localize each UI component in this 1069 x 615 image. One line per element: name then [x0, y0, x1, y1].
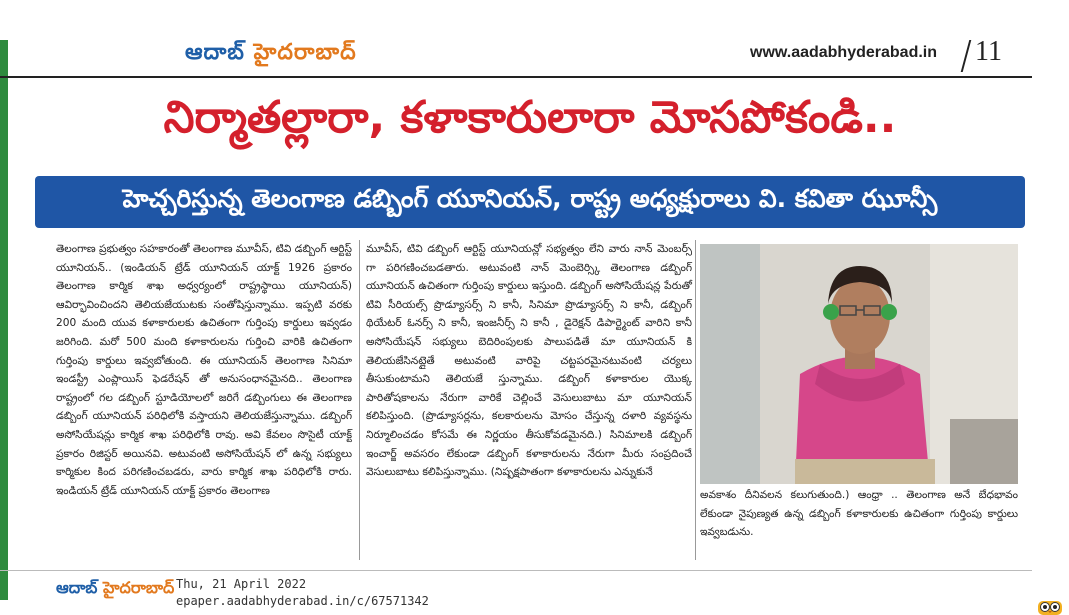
portrait-illustration: [700, 244, 1018, 484]
footer-logo-part1: ఆదాబ్: [56, 578, 98, 597]
masthead-part2: హైదరాబాద్: [253, 40, 357, 65]
green-margin-strip: [0, 40, 8, 600]
article-column-3: అవకాశం దీనివలన కలుగుతుంది.) ఆంధ్రా .. తెలంగాణ అనే బేధభావం లేకుండా నైపుణ్యత ఉన్న డబ్బింగ్ కళాకారులకు ఉచితంగా గుర్తింపు కార్డులు ఇవ్వబడును.: [700, 489, 1018, 539]
footer-meta: [176, 576, 429, 610]
footer-divider: [0, 570, 1032, 571]
subheadline: [35, 176, 1025, 228]
masthead-logo: [185, 40, 357, 70]
column-divider: [359, 240, 360, 560]
headline: నిర్మాతల్లారా, కళాకారులారా మోసపోకండి..: [163, 92, 897, 143]
subheadline-text: హెచ్చరిస్తున్న తెలంగాణ డబ్బింగ్ యూనియన్, రాష్ట్ర అధ్యక్షురాలు వి. కవితా ఝూన్సీ: [122, 184, 938, 213]
owl-icon: [1036, 598, 1064, 615]
masthead-part1: ఆదాబ్: [185, 40, 245, 65]
site-url: www.aadabhyderabad.in: [750, 44, 938, 61]
article-column-1: తెలంగాణ ప్రభుత్వం సహకారంతో తెలంగాణ మూవీస్, టివి డబ్బింగ్ ఆర్టిస్ట్ యూనియన్.. (ఇండియన్ ట్రేడ్ యూనియన్ యాక్ట్ 1926 ప్రకారం తెలంగాణ కార్మిక శాఖ అధ్వర్యంలో రాష్ట్రస్థాయి యూనియన్) ఆవిర్భావించిందని తెలియజేయుటకు సంతోషిస్తున్నాము. ఇప్పటి వరకు 200 మంది యువ కళాకారులకు ఉచితంగా గుర్తింపు కార్డులు ఇవ్వడం జరిగింది. మరో 500 మంది కళాకారులను గుర్తించి వారికి ఉచితంగా గుర్తింపు కార్డులు ఇవ్వబోతుంది. ఈ యూనియన్ తెలంగాణ సినిమా ఇండస్ట్రీ ఎంప్లాయిస్ ఫెడరేషన్ తో అనుసంధానమైనది.. తెలంగాణ రాష్ట్రంలో గల డబ్బింగ్ స్టూడియోలలో జరిగే డబ్బింగులు ఈ తెలంగాణ డబ్బింగ్ యూనియన్ పరిధిలోకి వస్తాయని తెలియజేస్తున్నాము. డబ్బింగ్ అసోసియేషన్లు కార్మిక శాఖ పరిధిలోకి రావు. అవి కేవలం సొసైటీ యాక్ట్ ప్రకారం రిజిస్టర్ అయినవి. అటువంటి అసోసియేషన్ లో ఉన్న సభ్యులు కార్మికుల కింద పరిగణించబడరు, వారు కార్మిక శాఖ పరిధిలోకి రారు. ఇండియన్ ట్రేడ్ యూనియన్ యాక్ట్ ప్రకారం తెలంగాణ: [56, 243, 352, 497]
page-number: 11: [975, 36, 1002, 67]
portrait-photo: [700, 244, 1018, 484]
footer-logo[interactable]: [56, 578, 174, 601]
column-divider: [695, 240, 696, 560]
article-column-2: మూవీస్, టివి డబ్బింగ్ ఆర్టిస్ట్ యూనియన్లో సభ్యత్వం లేని వారు నాన్ మెంబర్స్ గా పరిగణించబడతారు. అటువంటి నాన్ మెంబెర్స్కి తెలంగాణ డబ్బింగ్ యూనియన్ ఉచితంగా గుర్తింపు కార్డులు ఇస్తుంది. డబ్బింగ్ అసోసియేషన్ల పేరుతో టివి సీరియల్స్ ప్రొడ్యూసర్స్ ని కానీ, సినిమా ప్రొడ్యూసర్స్ ని కానీ, డబ్బింగ్ థియేటర్ ఓనర్స్ ని కానీ, ఇంజనీర్స్ ని కానీ , డైరెక్షన్ డిపార్ట్మెంట్ వారిని కానీ అసోసియేషన్ సభ్యులు బెదిరింపులకు పాలుపడితే మా యూనియన్ కి తెలియజేసినట్లైతే అటువంటి వారిపై చట్టపరమైనటువంటి చర్యలు తీసుకుంటామని తెలియజే స్తున్నాము. డబ్బింగ్ కళాకారుల యొక్క పారితోషకాలను నేరుగా వారికే చెల్లించే వెసులుబాటు మా యూనియన్ కలిపిస్తుంది. (ప్రొడ్యూసర్లను, కలకారులను మోసం చేస్తున్న దళారి వ్యవస్థను నిర్మూలించడం కోసమే ఈ నిర్ణయం తీసుకోవడమైనది.) సినిమాలకి డబ్బింగ్ ఇంచార్జ్ అవసరం లేకుండా డబ్బింగ్ కళాకారులను నేరుగా మీరు సంప్రదించే వెసులుబాటు కలిపిస్తున్నాము. (నిష్పక్షపాతంగా కళాకారులను ఎన్నుకునే: [366, 243, 692, 479]
footer-date: Thu, 21 April 2022: [176, 577, 307, 591]
footer-epaper-url[interactable]: epaper.aadabhyderabad.in/c/67571342: [176, 594, 429, 608]
footer-logo-part2: హైదరాబాద్: [103, 578, 175, 597]
